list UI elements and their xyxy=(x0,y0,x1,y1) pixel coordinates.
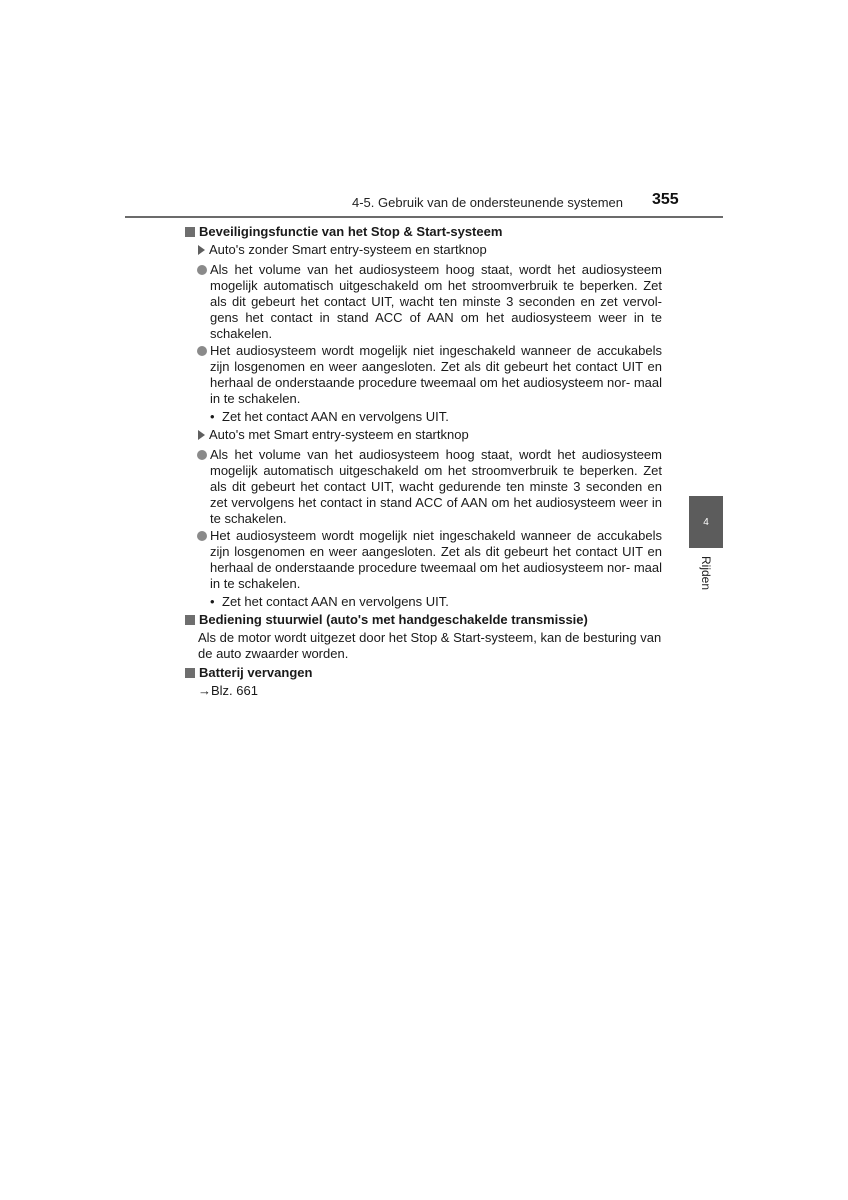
chapter-tab xyxy=(689,496,723,548)
step-item xyxy=(184,594,662,612)
bullet-text: Als het volume van het audiosysteem hoog staat, wordt het audiosysteem mogelijk automatisch uitgeschakeld om het stroomverbruik te beperken. Zet als dit gebeurt het contact UIT, wacht gedurende ten minste 3 seconden en zet vervolgens het contact in stand ACC of AAN om het audiosysteem weer in te schakelen. xyxy=(210,447,662,526)
circle-bullet-icon xyxy=(197,346,207,356)
bullet-text: Als het volume van het audiosysteem hoog staat, wordt het audiosysteem mogelijk automatisch uitgeschakeld om het stroomverbruik te beperken. Zet als dit gebeurt het contact UIT, wacht ten minste 3 seconden en zet vervol- gens het contact in stand ACC of AAN om het audiosysteem weer in te schakelen. xyxy=(210,262,662,341)
header-divider xyxy=(125,216,723,218)
section-heading xyxy=(184,612,662,630)
step-item xyxy=(184,409,662,427)
sub-heading xyxy=(184,242,662,261)
bullet-text: Het audiosysteem wordt mogelijk niet ingeschakeld wanneer de accukabels zijn losgenomen en weer aangesloten. Zet als dit gebeurt het contact UIT en herhaal de onderstaande procedure tweemaal om het audiosysteem nor- maal in te schakelen. xyxy=(210,343,662,406)
page-content xyxy=(184,224,662,699)
chapter-label: Rijden xyxy=(699,556,713,591)
small-dot-icon: • xyxy=(210,594,215,609)
section-title: Beveiligingsfunctie van het Stop & Start-systeem xyxy=(199,224,503,239)
circle-bullet-icon xyxy=(197,265,207,275)
bullet-item xyxy=(184,262,662,342)
sub-heading-label: Auto's zonder Smart entry-systeem en startknop xyxy=(209,242,487,257)
square-marker-icon xyxy=(185,615,195,625)
section-title: Bediening stuurwiel (auto's met handgeschakelde transmissie) xyxy=(199,612,588,627)
section-header: 4-5. Gebruik van de ondersteunende systemen xyxy=(352,195,624,210)
small-dot-icon: • xyxy=(210,409,215,424)
triangle-arrow-icon xyxy=(198,430,205,440)
chapter-number: 4 xyxy=(703,516,709,528)
page-number: 355 xyxy=(652,191,679,208)
sub-heading xyxy=(184,427,662,446)
square-marker-icon xyxy=(185,227,195,237)
paragraph: Als de motor wordt uitgezet door het Stop & Start-systeem, kan de besturing van de auto zwaarder worden. xyxy=(198,630,662,661)
step-text: Zet het contact AAN en vervolgens UIT. xyxy=(222,409,449,424)
triangle-arrow-icon xyxy=(198,245,205,255)
step-text: Zet het contact AAN en vervolgens UIT. xyxy=(222,594,449,609)
section-heading xyxy=(184,224,662,242)
bullet-item xyxy=(184,528,662,592)
page-reference: →Blz. 661 xyxy=(198,683,258,698)
circle-bullet-icon xyxy=(197,531,207,541)
section-title: Batterij vervangen xyxy=(199,665,313,680)
sub-heading-label: Auto's met Smart entry-systeem en startknop xyxy=(209,427,469,442)
section-heading xyxy=(184,665,662,683)
bullet-text: Het audiosysteem wordt mogelijk niet ingeschakeld wanneer de accukabels zijn losgenomen en weer aangesloten. Zet als dit gebeurt het contact UIT en herhaal de onderstaande procedure tweemaal om het audiosysteem nor- maal in te schakelen. xyxy=(210,528,662,591)
bullet-item xyxy=(184,343,662,407)
bullet-item xyxy=(184,447,662,527)
square-marker-icon xyxy=(185,668,195,678)
circle-bullet-icon xyxy=(197,450,207,460)
